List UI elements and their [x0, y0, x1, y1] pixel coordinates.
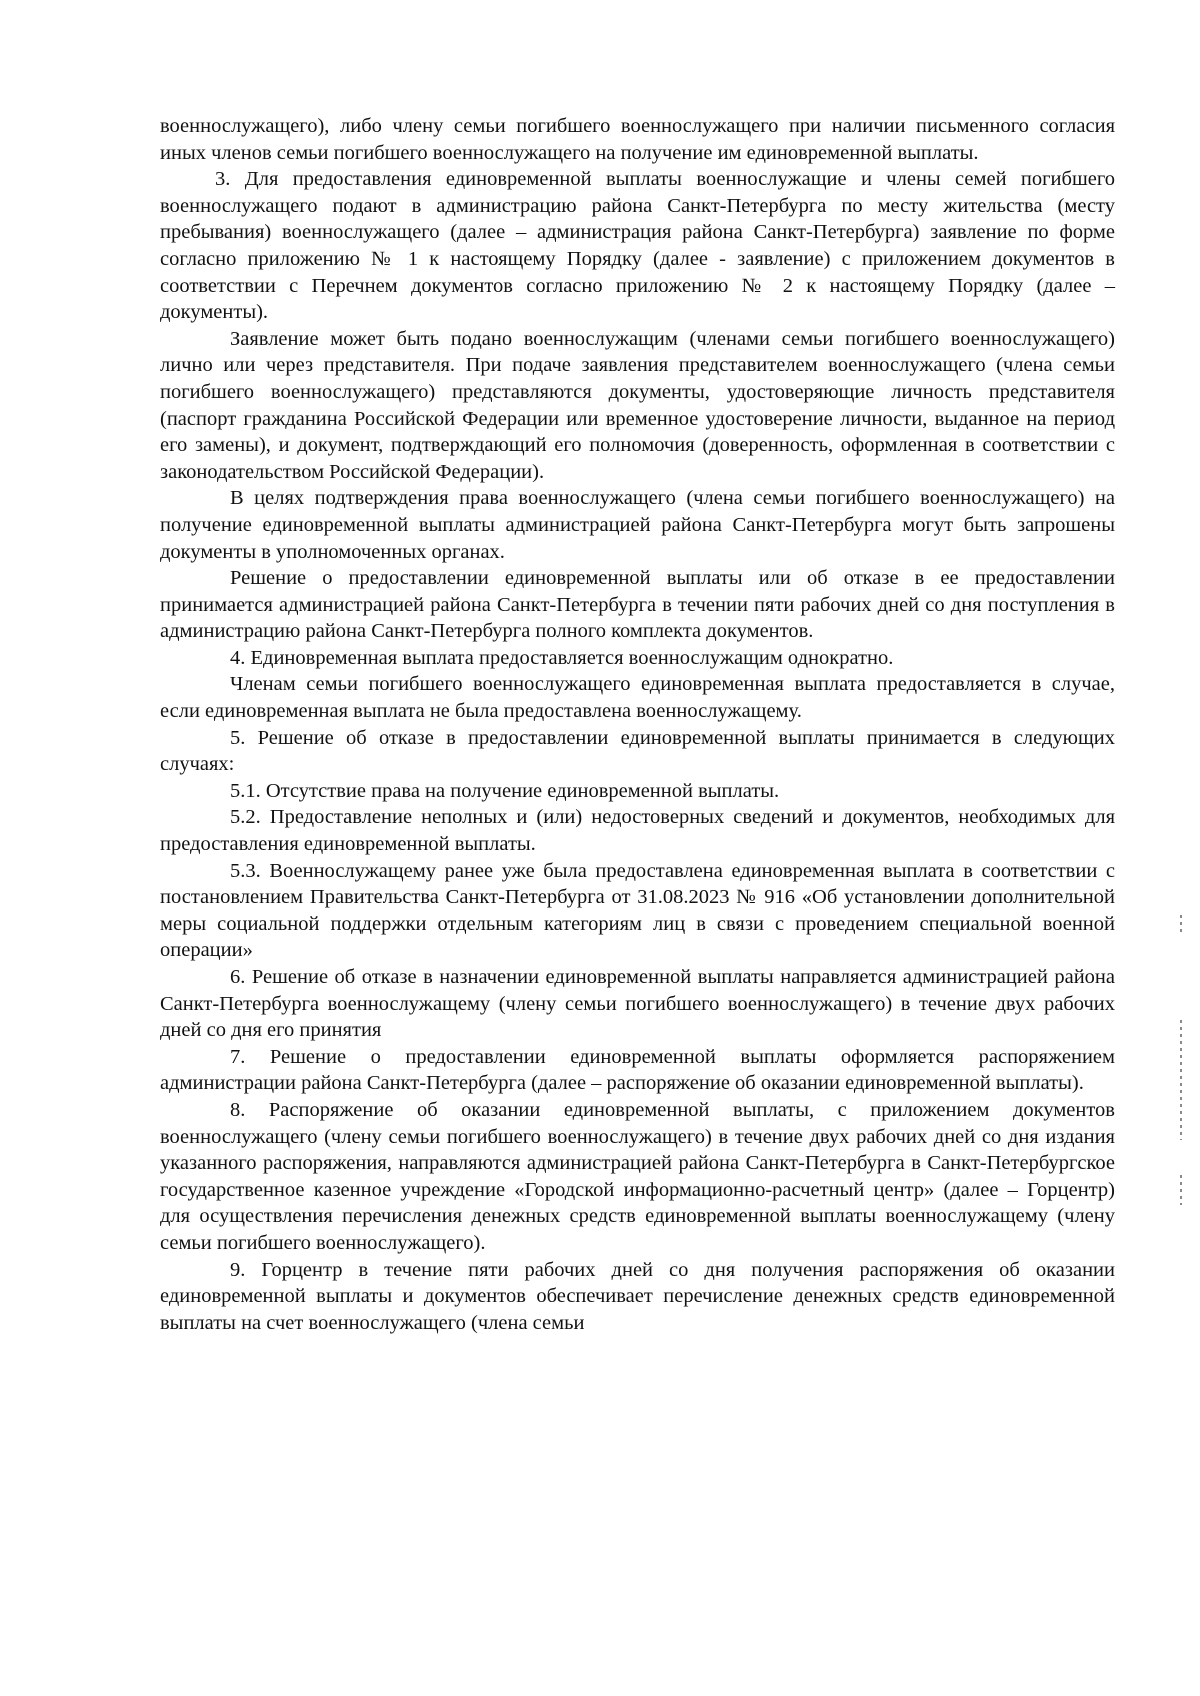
paragraph-item-5-1: 5.1. Отсутствие права на получение единовременной выплаты.: [230, 779, 780, 802]
scan-edge-mark: [1180, 1175, 1182, 1205]
scan-edge-mark: [1180, 915, 1182, 933]
paragraph-item-3: 3. Для предоставления единовременной выплаты военнослужащие и члены семей погибшего военнослужащего подают в администрацию района Санкт-Петербурга по месту жительства (месту пребывания) военнослужащего (далее – администрация района Санкт-Петербурга) заявление по форме согласно приложению № 1 к настоящему Порядку (далее - заявление) с приложением документов в соответствии с Перечнем документов согласно приложению № 2 к настоящему Порядку (далее – документы).: [160, 168, 1115, 324]
paragraph-item-9: 9. Горцентр в течение пяти рабочих дней со дня получения распоряжения об оказании единовременной выплаты и документов обеспечивает перечисление денежных средств единовременной выплаты на счет военнослужащего (члена семьи: [160, 1258, 1115, 1334]
paragraph-decision-timing: Решение о предоставлении единовременной выплаты или об отказе в ее предоставлении принимается администрацией района Санкт-Петербурга в течении пяти рабочих дней со дня поступления в администрацию района Санкт-Петербурга полного комплекта документов.: [160, 567, 1115, 643]
paragraph-item-5-2: 5.2. Предоставление неполных и (или) недостоверных сведений и документов, необходимых для предоставления единовременной выплаты.: [160, 806, 1115, 856]
paragraph-item-5-3: 5.3. Военнослужащему ранее уже была предоставлена единовременная выплата в соответствии с постановлением Правительства Санкт-Петербурга от 31.08.2023 № 916 «Об установлении дополнительной меры социальной поддержки отдельным категориям лиц в связи с проведением специальной военной операции»: [160, 859, 1115, 962]
paragraph-continuation: военнослужащего), либо члену семьи погибшего военнослужащего при наличии письменного согласия иных членов семьи погибшего военнослужащего на получение им единовременной выплаты.: [160, 115, 1115, 164]
paragraph-item-6: 6. Решение об отказе в назначении единовременной выплаты направляется администрацией района Санкт-Петербурга военнослужащему (члену семьи погибшего военнослужащего) в течение двух рабочих дней со дня его принятия: [160, 966, 1115, 1042]
paragraph-item-4: 4. Единовременная выплата предоставляется военнослужащим однократно.: [230, 646, 894, 669]
paragraph-item-5: 5. Решение об отказе в предоставлении единовременной выплаты принимается в следующих случаях:: [160, 726, 1115, 776]
document-page: [160, 113, 1115, 1336]
scan-edge-mark: [1180, 1020, 1182, 1140]
paragraph-item-7: 7. Решение о предоставлении единовременной выплаты оформляется распоряжением администрации района Санкт-Петербурга (далее – распоряжение об оказании единовременной выплаты).: [160, 1045, 1115, 1095]
paragraph-family-members: Членам семьи погибшего военнослужащего единовременная выплата предоставляется в случае, если единовременная выплата не была предоставлена военнослужащему.: [160, 673, 1115, 723]
paragraph-application-submission: Заявление может быть подано военнослужащим (членами семьи погибшего военнослужащего) лично или через представителя. При подаче заявления представителем военнослужащего (члена семьи погибшего военнослужащего) представляются документы, удостоверяющие личность представителя (паспорт гражданина Российской Федерации или временное удостоверение личности, выданное на период его замены), и документ, подтверждающий его полномочия (доверенность, оформленная в соответствии с законодательством Российской Федерации).: [160, 327, 1115, 483]
paragraph-rights-confirmation: В целях подтверждения права военнослужащего (члена семьи погибшего военнослужащего) на получение единовременной выплаты администрацией района Санкт-Петербурга могут быть запрошены документы в уполномоченных органах.: [160, 487, 1115, 563]
paragraph-item-8: 8. Распоряжение об оказании единовременной выплаты, с приложением документов военнослужащего (члену семьи погибшего военнослужащего) в течение двух рабочих дней со дня издания указанного распоряжения, направляются администрацией района Санкт-Петербурга в Санкт-Петербургское государственное казенное учреждение «Городской информационно-расчетный центр» (далее – Горцентр) для осуществления перечисления денежных средств единовременной выплаты военнослужащему (члену семьи погибшего военнослужащего).: [160, 1098, 1115, 1254]
